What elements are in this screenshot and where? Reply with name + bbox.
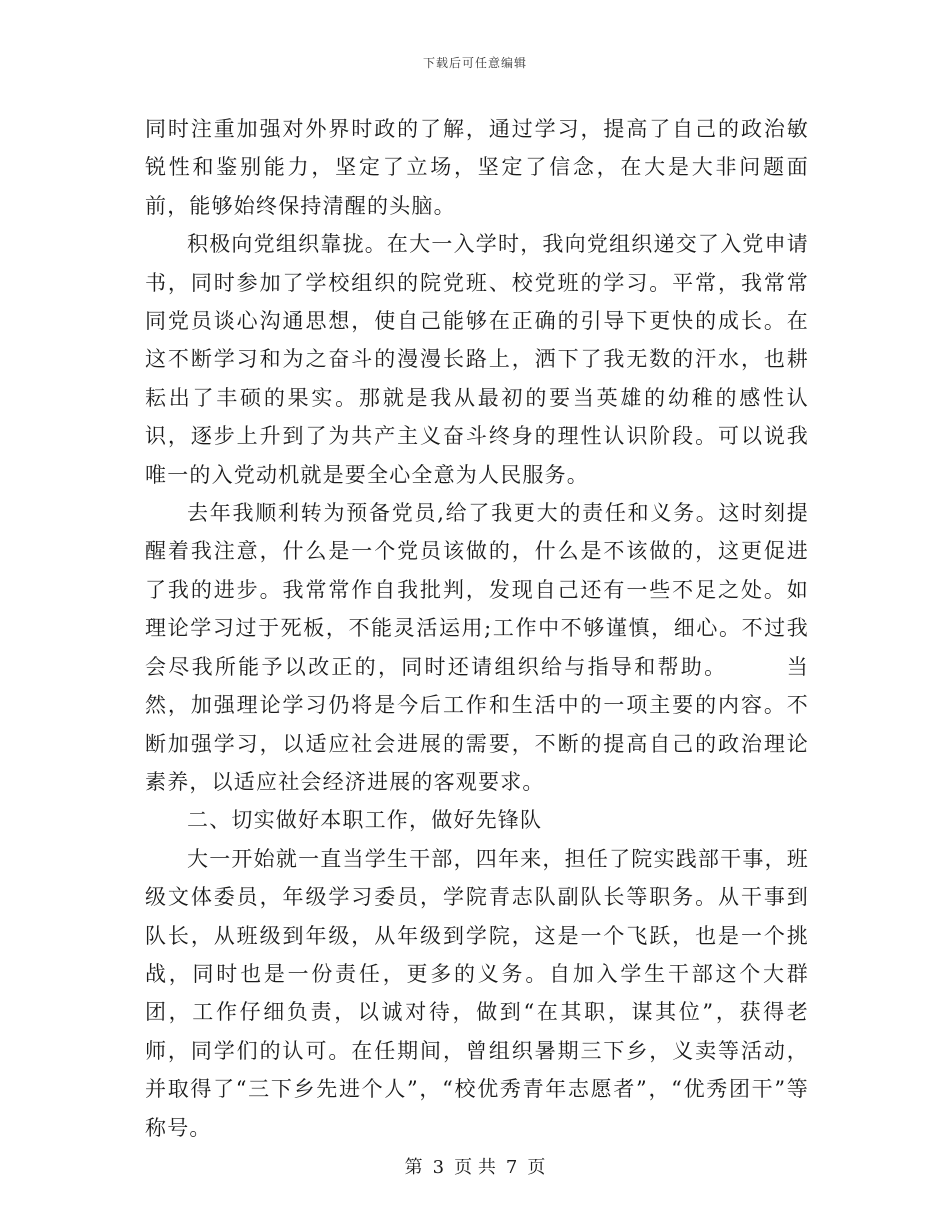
paragraph-1: 同时注重加强对外界时政的了解，通过学习，提高了自己的政治敏锐性和鉴别能力，坚定了立场，坚定了信念，在大是大非问题面前，能够始终保持清醒的头脑。	[145, 117, 809, 218]
footer-suffix: 页	[527, 1157, 546, 1178]
footer-middle: 页 共	[454, 1157, 496, 1178]
footer-page-number: 3	[432, 1157, 445, 1178]
paragraph-2: 积极向党组织靠拢。在大一入学时，我向党组织递交了入党申请书，同时参加了学校组织的院党班、校党班的学习。平常，我常常同党员谈心沟通思想，使自己能够在正确的引导下更快的成长。在这不断学习和为之奋斗的漫漫长路上，洒下了我无数的汗水，也耕耘出了丰硕的果实。那就是我从最初的要当英雄的幼稚的感性认识，逐步上升到了为共产主义奋斗终身的理性认识阶段。可以说我唯一的入党动机就是要全心全意为人民服务。	[145, 232, 809, 487]
document-body	[145, 110, 809, 1147]
page-footer	[0, 1153, 950, 1179]
page-header: 下载后可任意编辑	[422, 56, 527, 70]
footer-prefix: 第	[404, 1157, 423, 1178]
section-heading: 二、切实做好本职工作，做好先锋队	[187, 808, 543, 833]
paragraph-4: 大一开始就一直当学生干部，四年来，担任了院实践部干事，班级文体委员，年级学习委员，学院青志队副队长等职务。从干事到队长，从班级到年级，从年级到学院，这是一个飞跃，也是一个挑战，同时也是一份责任，更多的义务。自加入学生干部这个大群团，工作仔细负责，以诚对待，做到“在其职，谋其位”，获得老师，同学们的认可。在任期间，曾组织暑期三下乡，义卖等活动，并取得了“三下乡先进个人”，“校优秀青年志愿者”，“优秀团干”等称号。	[145, 846, 809, 1140]
footer-total-pages: 7	[505, 1157, 518, 1178]
paragraph-3: 去年我顺利转为预备党员,给了我更大的责任和义务。这时刻提醒着我注意，什么是一个党员该做的，什么是不该做的，这更促进了我的进步。我常常作自我批判，发现自己还有一些不足之处。如理论学习过于死板，不能灵活运用;工作中不够谨慎，细心。不过我会尽我所能予以改正的，同时还请组织给与指导和帮助。 当然，加强理论学习仍将是今后工作和生活中的一项主要的内容。不断加强学习，以适应社会进展的需要，不断的提高自己的政治理论素养，以适应社会经济进展的客观要求。	[145, 501, 809, 794]
